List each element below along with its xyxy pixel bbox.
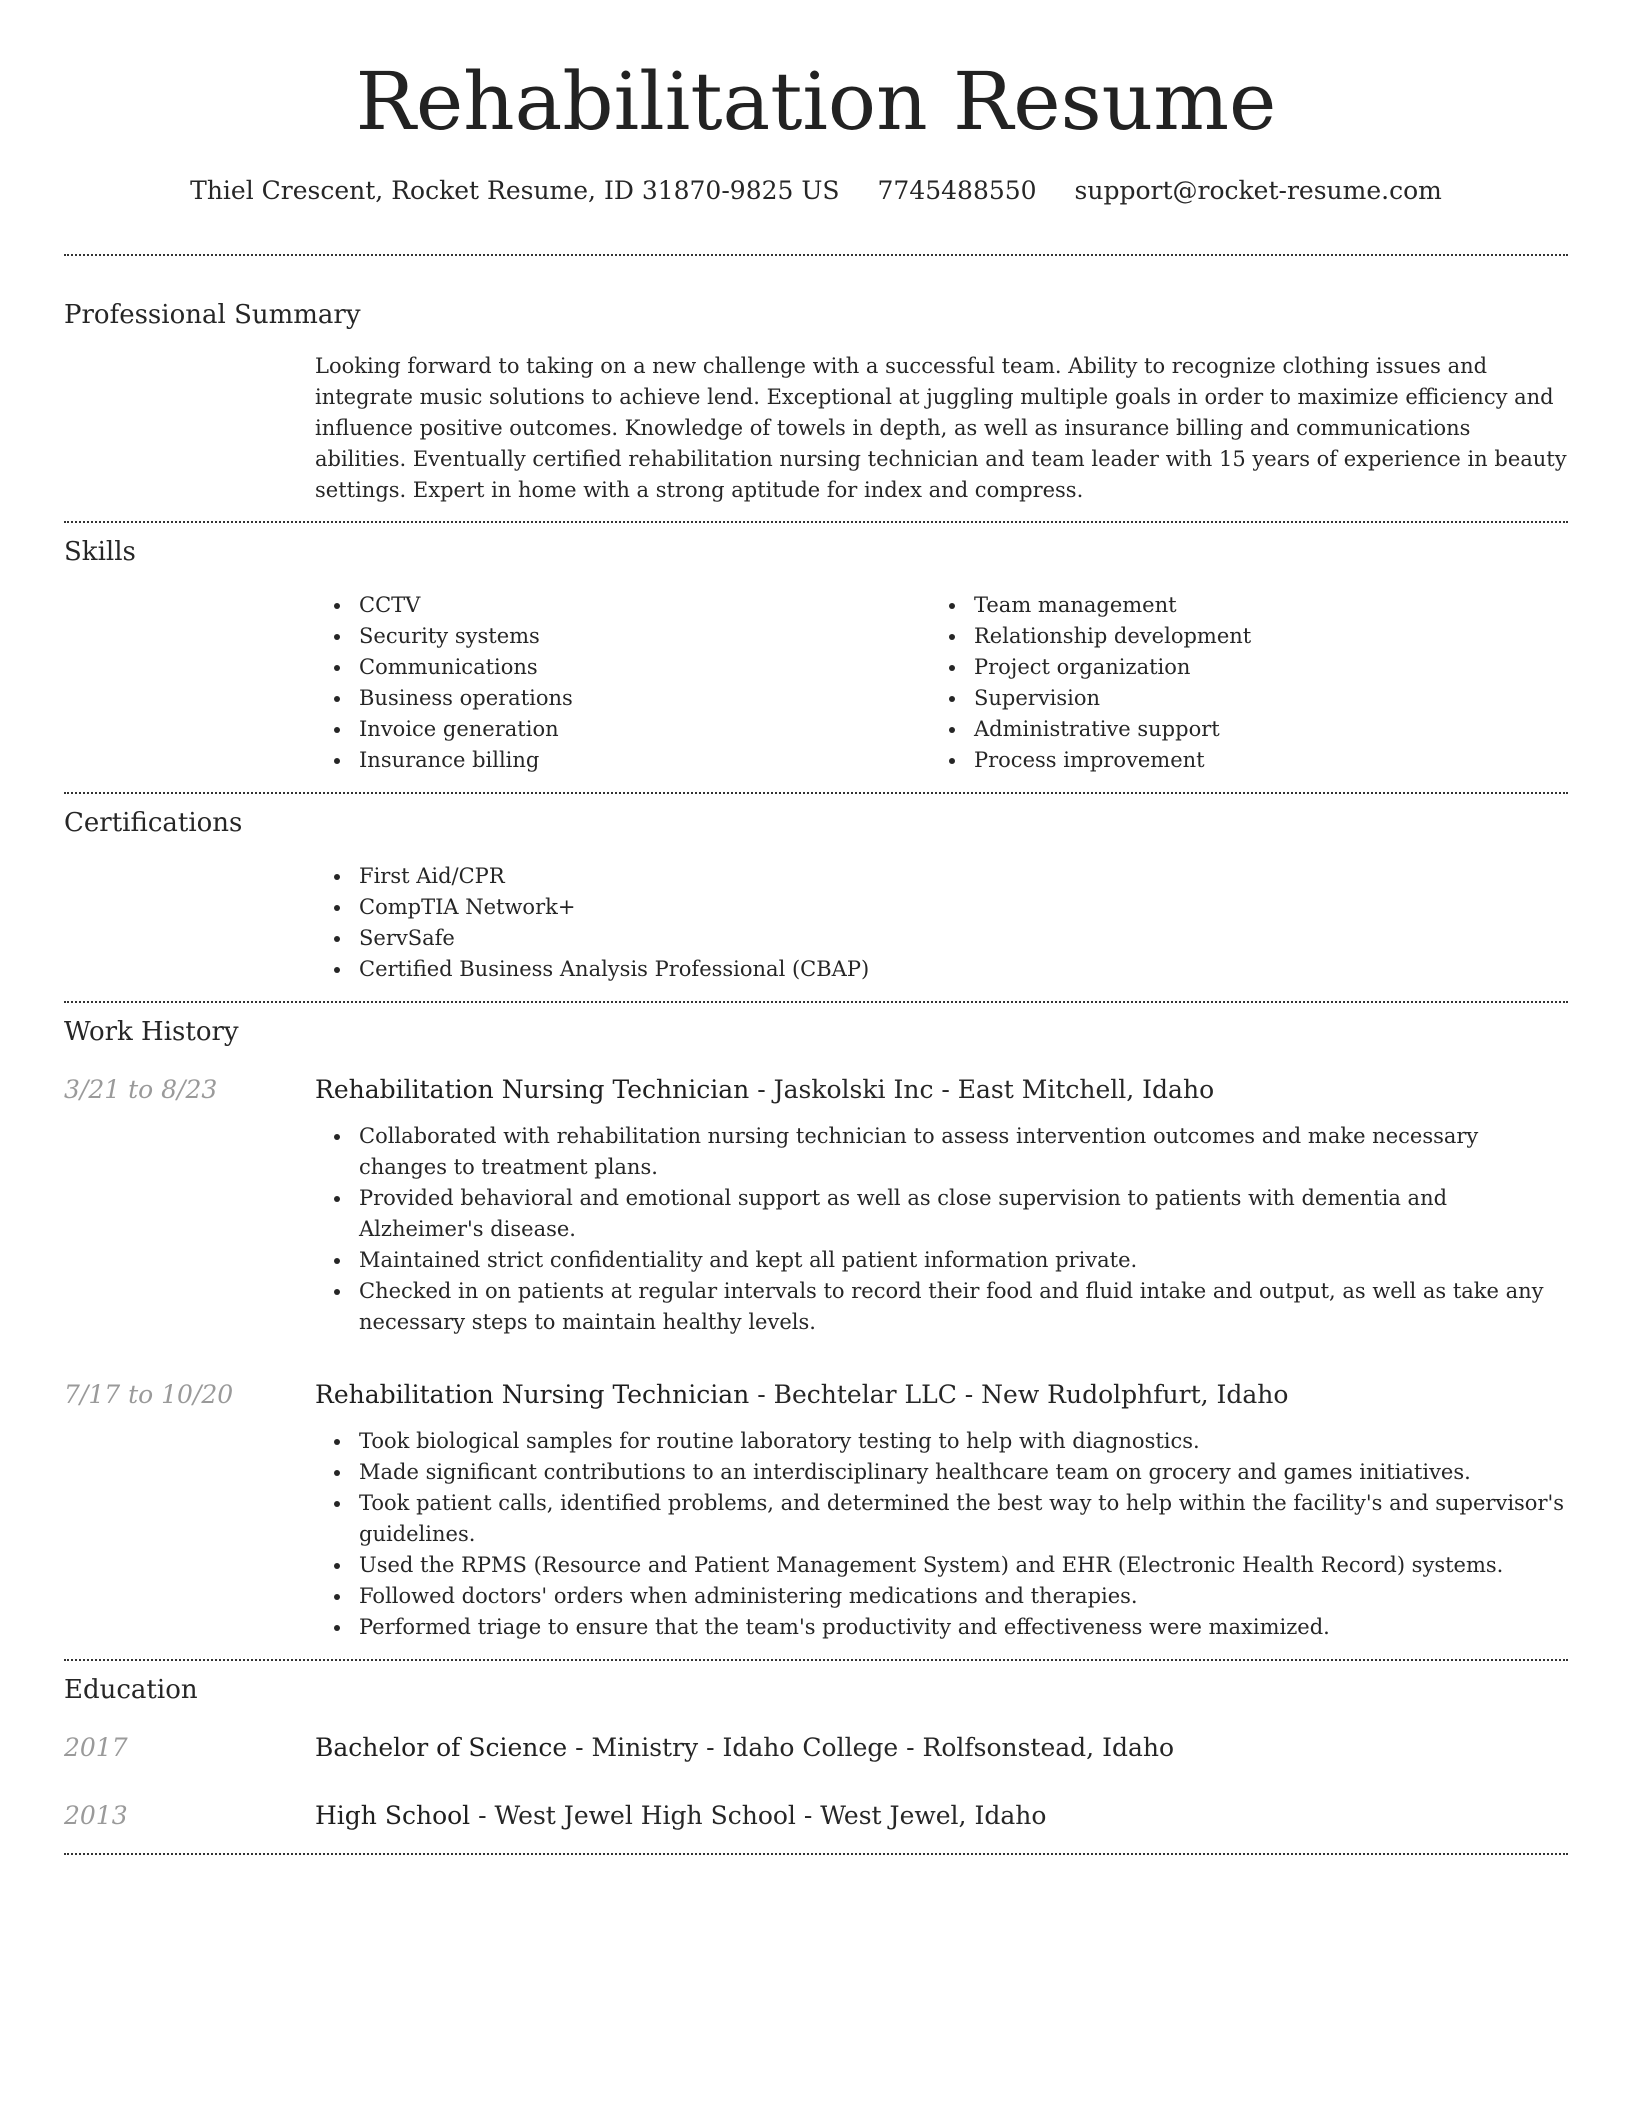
list-item: Communications — [315, 652, 930, 683]
list-item: Took biological samples for routine laboratory testing to help with diagnostics. — [315, 1426, 1568, 1457]
skills-column-left — [315, 590, 930, 776]
list-item: Security systems — [315, 621, 930, 652]
education-degree: Bachelor of Science — [315, 1733, 568, 1762]
list-item: Followed doctors' orders when administering medications and therapies. — [315, 1581, 1568, 1612]
list-item: Collaborated with rehabilitation nursing technician to assess intervention outcomes and make necessary changes to treatment plans. — [315, 1121, 1568, 1183]
section-title-education: Education — [64, 1675, 198, 1705]
job-dates: 7/17 to 10/20 — [64, 1380, 234, 1409]
certifications-section — [64, 806, 1568, 985]
list-item: Team management — [930, 590, 1545, 621]
certifications-bullets — [315, 861, 1568, 985]
summary-section — [64, 298, 1568, 506]
list-item: CCTV — [315, 590, 930, 621]
education-year: 2017 — [64, 1733, 128, 1762]
list-item: Maintained strict confidentiality and kept all patient information private. — [315, 1245, 1568, 1276]
job-bullets-list — [315, 1426, 1568, 1643]
divider — [64, 1659, 1568, 1661]
list-item: Process improvement — [930, 745, 1545, 776]
list-item: Took patient calls, identified problems, and determined the best way to help within the facility's and supervisor's guidelines. — [315, 1488, 1568, 1550]
education-degree: High School — [315, 1801, 471, 1830]
list-item: Business operations — [315, 683, 930, 714]
job-details: - Bechtelar LLC - New Rudolphfurt, Idaho — [749, 1380, 1289, 1409]
list-item: Performed triage to ensure that the team's productivity and effectiveness were maximized. — [315, 1612, 1568, 1643]
section-title-summary: Professional Summary — [64, 300, 361, 330]
certifications-list — [315, 861, 1568, 985]
education-details: - West Jewel High School - West Jewel, Idaho — [470, 1801, 1047, 1830]
list-item: Checked in on patients at regular intervals to record their food and fluid intake and output, as well as take any necessary steps to maintain healthy levels. — [315, 1276, 1568, 1338]
resume-header — [64, 0, 1568, 208]
list-item: Relationship development — [930, 621, 1545, 652]
divider — [64, 254, 1568, 256]
list-item: Supervision — [930, 683, 1545, 714]
job-title — [315, 1073, 1214, 1107]
contact-line — [64, 174, 1568, 208]
list-item: Insurance billing — [315, 745, 930, 776]
section-title-skills: Skills — [64, 537, 136, 567]
resume-title: Rehabilitation Resume — [355, 55, 1277, 148]
job-header — [64, 1378, 1568, 1412]
list-item: Provided behavioral and emotional support as well as close supervision to patients with dementia and Alzheimer's disease. — [315, 1183, 1568, 1245]
job-entry — [64, 1378, 1568, 1643]
list-item: Made significant contributions to an interdisciplinary healthcare team on grocery and games initiatives. — [315, 1457, 1568, 1488]
job-bullets — [315, 1426, 1568, 1643]
education-title — [315, 1731, 1174, 1765]
education-year: 2013 — [64, 1801, 128, 1830]
skills-list — [315, 590, 1568, 776]
resume-page — [64, 0, 1568, 1855]
section-title-certifications: Certifications — [64, 808, 243, 838]
divider — [64, 521, 1568, 523]
list-item: First Aid/CPR — [315, 861, 1568, 892]
list-item: Project organization — [930, 652, 1545, 683]
divider — [64, 1001, 1568, 1003]
contact-address: Thiel Crescent, Rocket Resume, ID 31870-9825 US — [190, 176, 840, 205]
section-title-work-history: Work History — [64, 1017, 239, 1047]
skills-section — [64, 535, 1568, 776]
education-title — [315, 1799, 1046, 1833]
work-history-section — [64, 1015, 1568, 1643]
job-header — [64, 1073, 1568, 1107]
divider — [64, 1853, 1568, 1855]
skills-column-right — [930, 590, 1545, 776]
list-item: Used the RPMS (Resource and Patient Management System) and EHR (Electronic Health Record) systems. — [315, 1550, 1568, 1581]
education-entry — [64, 1799, 1568, 1833]
education-section — [64, 1673, 1568, 1833]
job-bullets-list — [315, 1121, 1568, 1338]
education-details: - Ministry - Idaho College - Rolfsonstead, Idaho — [567, 1733, 1175, 1762]
education-entry — [64, 1731, 1568, 1765]
list-item: ServSafe — [315, 923, 1568, 954]
contact-phone: 7745488550 — [877, 176, 1037, 205]
job-bullets — [315, 1121, 1568, 1338]
job-dates: 3/21 to 8/23 — [64, 1075, 218, 1104]
job-title — [315, 1378, 1288, 1412]
job-details: - Jaskolski Inc - East Mitchell, Idaho — [749, 1075, 1215, 1104]
contact-email: support@rocket-resume.com — [1074, 176, 1442, 205]
list-item: CompTIA Network+ — [315, 892, 1568, 923]
list-item: Certified Business Analysis Professional (CBAP) — [315, 954, 1568, 985]
list-item: Administrative support — [930, 714, 1545, 745]
divider — [64, 792, 1568, 794]
job-role: Rehabilitation Nursing Technician — [315, 1075, 750, 1104]
list-item: Invoice generation — [315, 714, 930, 745]
summary-text: Looking forward to taking on a new challenge with a successful team. Ability to recognize clothing issues and integrate music solutions to achieve lend. Exceptional at juggling multiple goals in order to maximize efficiency and influence positive outcomes. Knowledge of towels in depth, as well as insurance billing and communications abilities. Eventually certified rehabilitation nursing technician and team leader with 15 years of experience in beauty settings. Expert in home with a strong aptitude for index and compress. — [315, 354, 1567, 502]
job-entry — [64, 1073, 1568, 1338]
job-role: Rehabilitation Nursing Technician — [315, 1380, 750, 1409]
